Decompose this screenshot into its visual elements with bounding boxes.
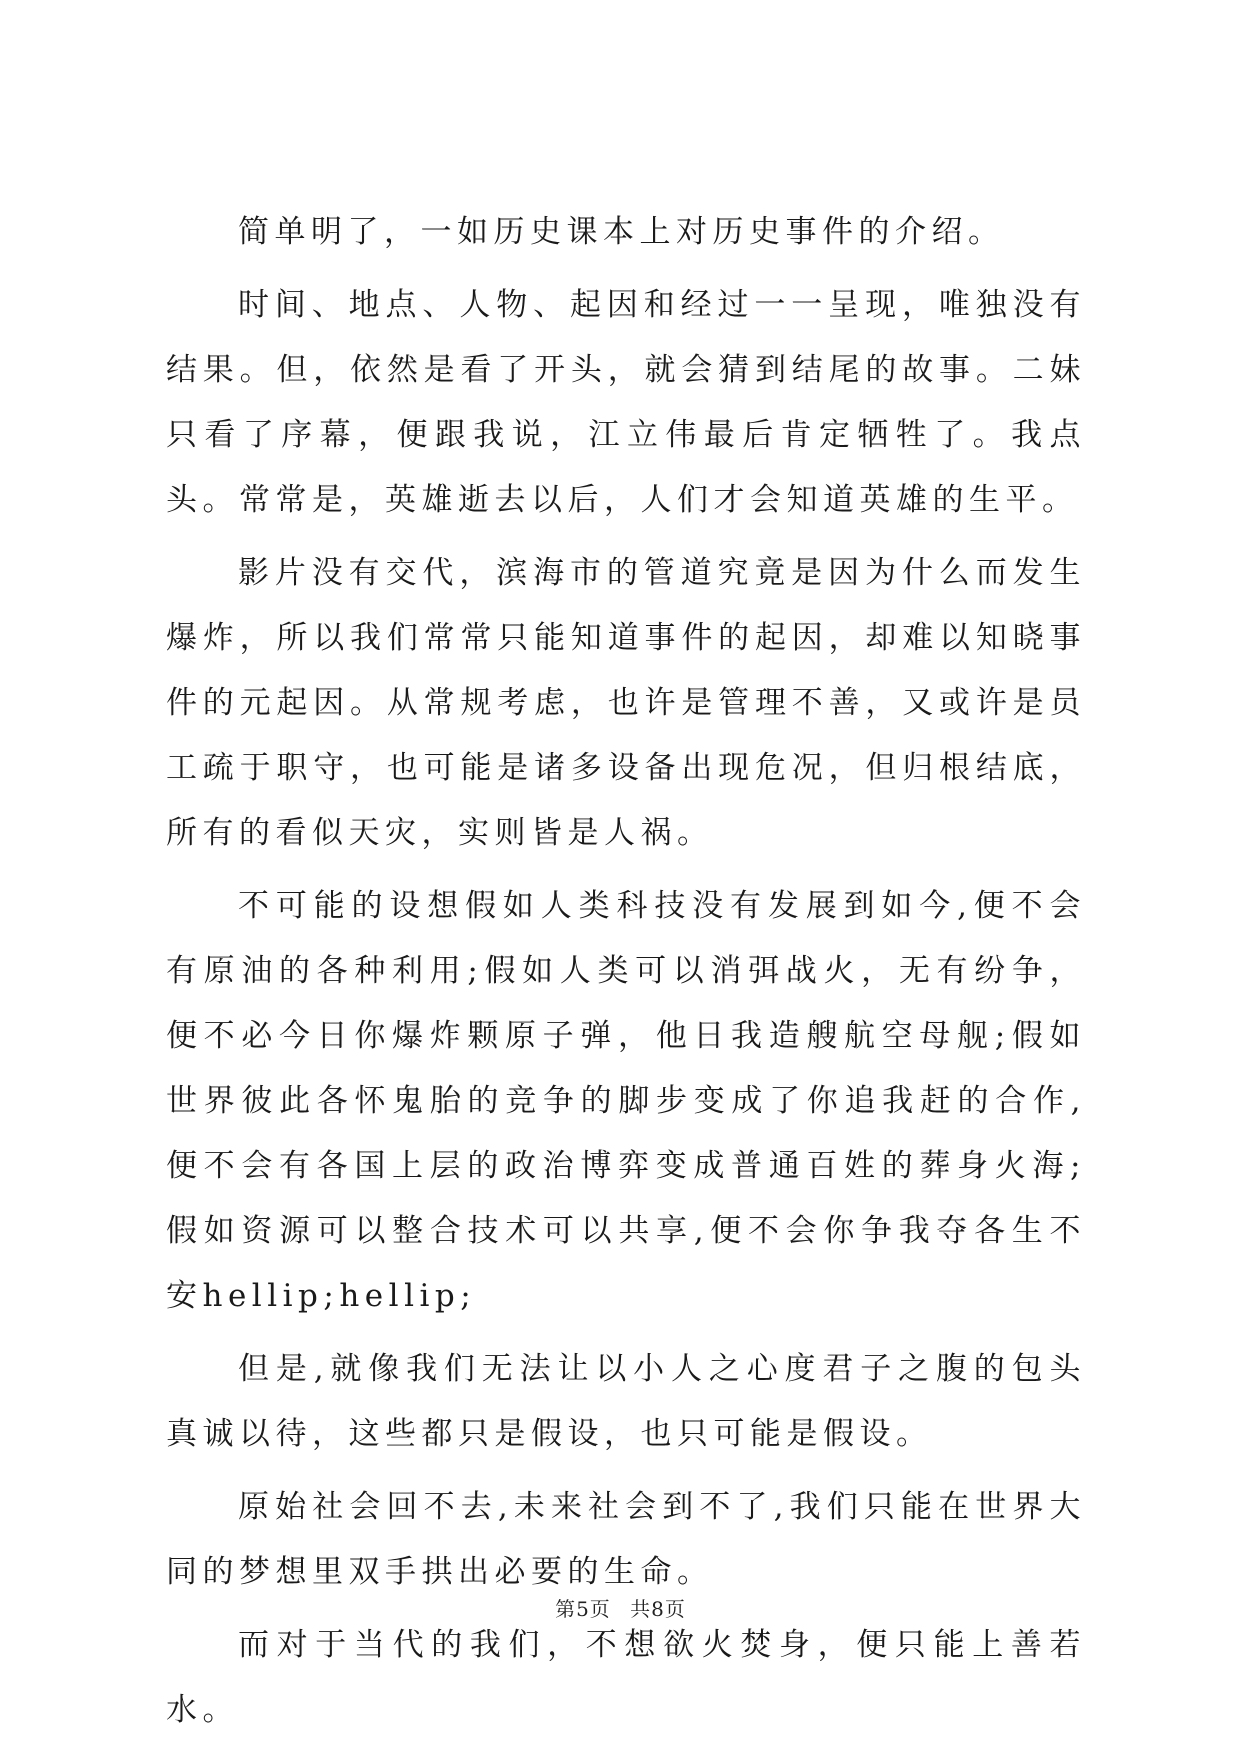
page-number: 第5页 <box>555 1597 611 1621</box>
paragraph: 但是,就像我们无法让以小人之心度君子之腹的包头真诚以待，这些都只是假设，也只可能是假设。 <box>166 1351 1086 1452</box>
page-footer <box>0 1595 1241 1623</box>
paragraph: 时间、地点、人物、起因和经过一一呈现，唯独没有结果。但，依然是看了开头，就会猜到结尾的故事。二妹只看了序幕，便跟我说，江立伟最后肯定牺牲了。我点头。常常是，英雄逝去以后，人们才会知道英雄的生平。 <box>166 287 1086 518</box>
page-total: 共8页 <box>630 1597 686 1621</box>
paragraph: 影片没有交代，滨海市的管道究竟是因为什么而发生爆炸，所以我们常常只能知道事件的起因，却难以知晓事件的元起因。从常规考虑，也许是管理不善，又或许是员工疏于职守，也可能是诸多设备出现危况，但归根结底，所有的看似天灾，实则皆是人祸。 <box>166 555 1086 851</box>
paragraph: 原始社会回不去,未来社会到不了,我们只能在世界大同的梦想里双手拱出必要的生命。 <box>166 1489 1086 1590</box>
paragraph: 不可能的设想假如人类科技没有发展到如今,便不会有原油的各种利用;假如人类可以消弭战火，无有纷争，便不必今日你爆炸颗原子弹，他日我造艘航空母舰;假如世界彼此各怀鬼胎的竞争的脚步变成了你追我赶的合作,便不会有各国上层的政治博弈变成普通百姓的葬身火海;假如资源可以整合技术可以共享,便不会你争我夺各生不安hellip;hellip; <box>166 888 1086 1314</box>
paragraph: 而对于当代的我们，不想欲火焚身，便只能上善若水。 <box>166 1627 1086 1728</box>
paragraph: 简单明了，一如历史课本上对历史事件的介绍。 <box>238 214 1005 250</box>
document-body <box>166 200 1086 1751</box>
